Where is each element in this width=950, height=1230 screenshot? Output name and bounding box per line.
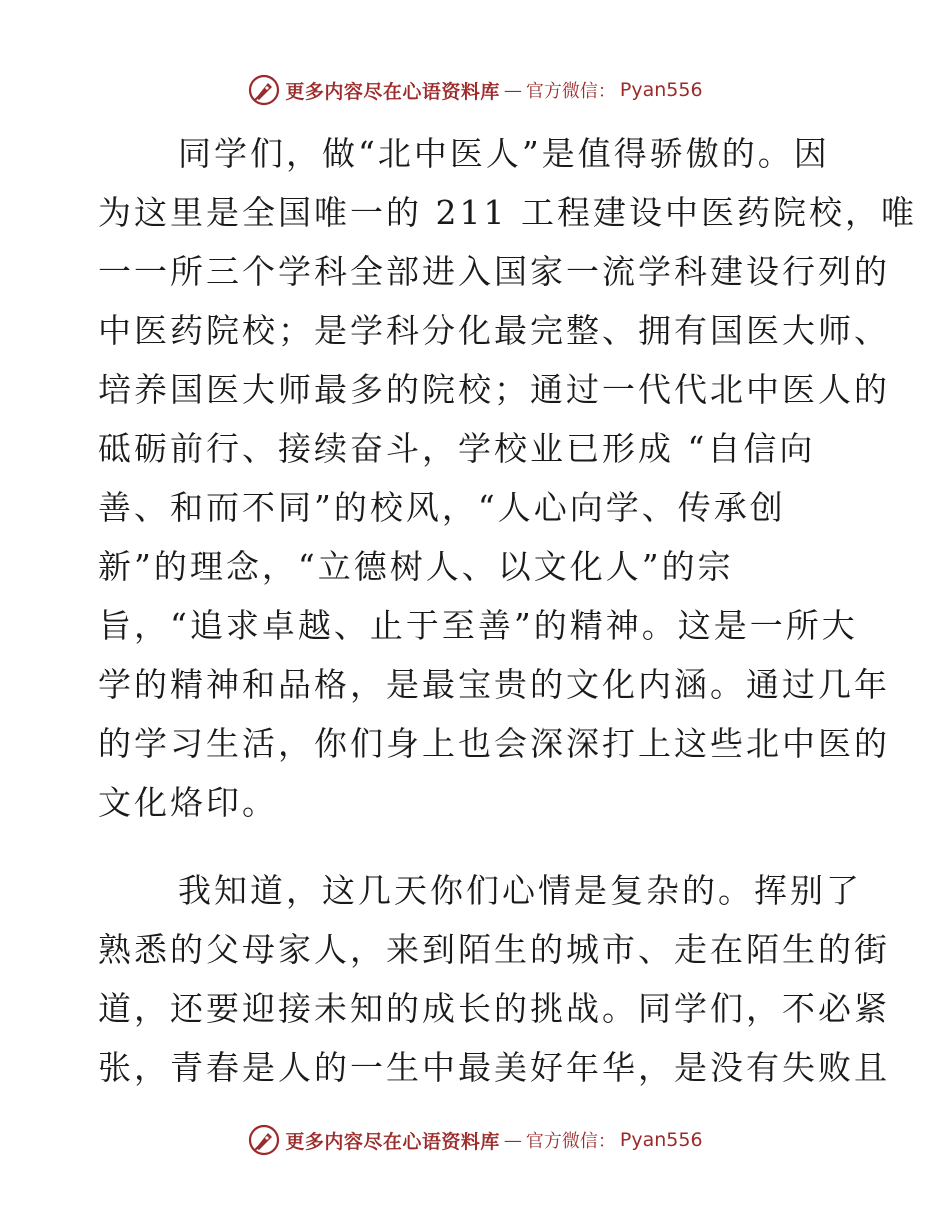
body-text — [98, 124, 917, 1097]
text-line: 道，还要迎接未知的成长的挑战。同学们，不必紧 — [98, 989, 890, 1028]
header-watermark — [0, 72, 950, 108]
watermark-separator: — — [503, 1129, 522, 1151]
watermark-text: 更多内容尽在心语资料库 — [285, 80, 500, 103]
paragraph-1 — [98, 124, 917, 832]
text-line: 善、和而不同”的校风，“人心向学、传承创 — [98, 488, 786, 527]
text-line: 文化烙印。 — [98, 783, 278, 822]
paragraph-2 — [98, 861, 890, 1097]
text-line: 新”的理念，“立德树人、以文化人”的宗 — [98, 547, 734, 586]
text-line: 熟悉的父母家人，来到陌生的城市、走在陌生的街 — [98, 930, 890, 969]
text-line: 的学习生活，你们身上也会深深打上这些北中医的 — [98, 724, 890, 763]
watermark-text: 更多内容尽在心语资料库 — [285, 1130, 500, 1153]
text-line: 张，青春是人的一生中最美好年华，是没有失败且 — [98, 1048, 890, 1087]
watermark-label: 官方微信： — [525, 81, 616, 102]
text-line: 旨，“追求卓越、止于至善”的精神。这是一所大 — [98, 606, 858, 645]
pen-nib-logo-icon — [247, 73, 281, 107]
text-line: 学的精神和品格，是最宝贵的文化内涵。通过几年 — [98, 665, 890, 704]
watermark-wechat-id: Pyan556 — [619, 1129, 703, 1151]
paragraph-spacer — [98, 832, 858, 861]
text-line: 中医药院校；是学科分化最完整、拥有国医大师、 — [98, 311, 890, 350]
text-line: 我知道，这几天你们心情是复杂的。挥别了 — [178, 871, 862, 910]
watermark-label: 官方微信： — [525, 1131, 616, 1152]
text-line: 同学们，做“北中医人”是值得骄傲的。因 — [178, 134, 830, 173]
watermark-wechat-id: Pyan556 — [619, 79, 703, 101]
text-line: 一一所三个学科全部进入国家一流学科建设行列的 — [98, 252, 890, 291]
text-line: 砥砺前行、接续奋斗，学校业已形成 “自信向 — [98, 429, 816, 468]
text-line: 培养国医大师最多的院校；通过一代代北中医人的 — [98, 370, 890, 409]
footer-watermark — [0, 1122, 950, 1158]
watermark-separator: — — [503, 79, 522, 101]
pen-nib-logo-icon — [247, 1123, 281, 1157]
text-line: 为这里是全国唯一的 211 工程建设中医药院校，唯 — [98, 193, 917, 232]
